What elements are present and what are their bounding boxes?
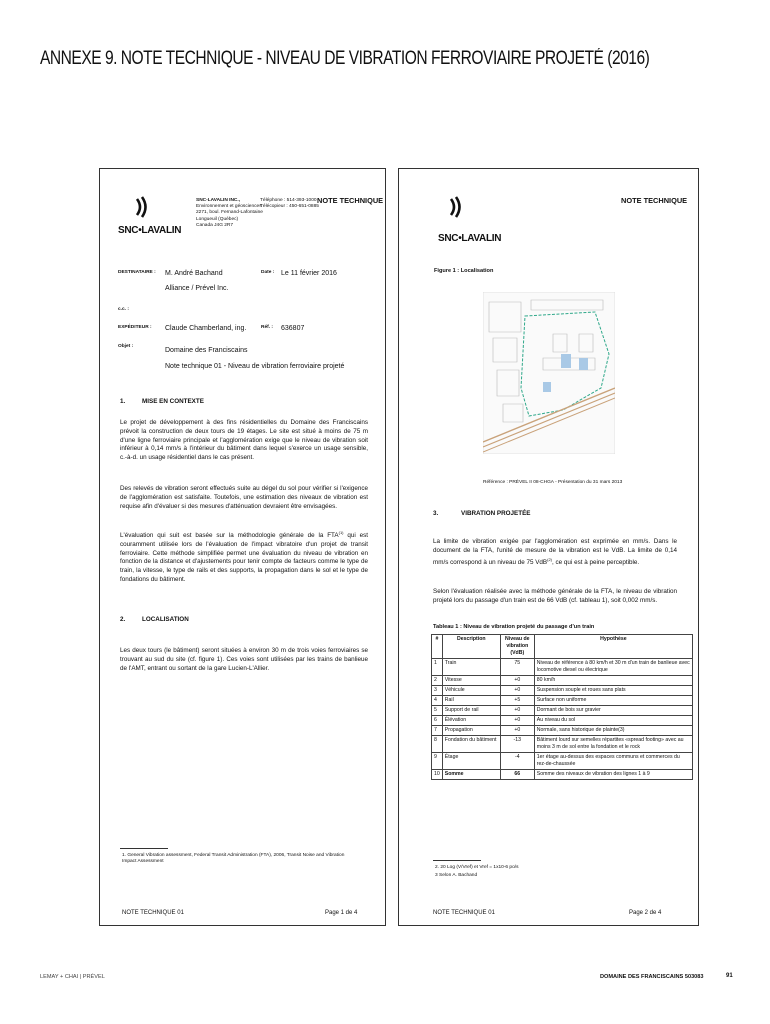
vibration-table bbox=[431, 634, 693, 780]
sender-label: EXPÉDITEUR : bbox=[118, 325, 152, 330]
technical-note-page-1 bbox=[99, 168, 386, 926]
reference-value: 636807 bbox=[281, 325, 305, 332]
footnote-3: 3 Selon A. Bachand bbox=[435, 873, 478, 878]
table-row: 6 Élévation +0 Au niveau du sol bbox=[432, 716, 693, 726]
table-row: 9 Étage -4 1er étage au-dessus des espaces communs et commerces du rez-de-chaussée bbox=[432, 753, 693, 770]
section-1-paragraph-2: Des relevés de vibration seront effectués suite au dégel du sol pour vérifier si l'exigence de l'agglomération est satisfaite. Toutefois, une estimation des niveaux de vibration est requise afin d'évaluer si des mesures d'atténuation devraient être envisagées. bbox=[120, 485, 368, 510]
technical-note-page-2 bbox=[398, 168, 699, 926]
snc-lavalin-logo-icon bbox=[449, 196, 465, 218]
section-3-title: VIBRATION PROJETÉE bbox=[461, 510, 531, 517]
page-1-footer-right: Page 1 de 4 bbox=[325, 910, 358, 916]
footnote-1: 1. General Vibration assessment, Federal Transit Administration (FTA), 2006, Transit Noise and Vibration Impact Assessment bbox=[122, 853, 345, 865]
company-address: SNC-LAVALIN INC., Environnement et géosciences 2271, boul. Fernand-Lafontaine Longueuil (Québec) Canada J4G 2R7 bbox=[196, 198, 263, 228]
reference-label: Réf. : bbox=[261, 325, 273, 330]
footnote-divider bbox=[433, 860, 481, 861]
figure-reference: Référence : PRÉVEL II 08-CHGA - Présentation du 31 mars 2013 bbox=[483, 480, 623, 485]
location-map-figure bbox=[483, 292, 615, 454]
subject-line-1: Domaine des Franciscains bbox=[165, 347, 248, 354]
document-type: NOTE TECHNIQUE bbox=[621, 196, 688, 205]
company-contact: Téléphone : 514-393-1000 Télécopieur : 450-651-0885 bbox=[260, 198, 319, 210]
section-3-number: 3. bbox=[433, 510, 439, 517]
table-title: Tableau 1 : Niveau de vibration projeté du passage d'un train bbox=[433, 624, 595, 630]
subject-line-2: Note technique 01 - Niveau de vibration ferroviaire projeté bbox=[165, 363, 345, 370]
section-1-title: MISE EN CONTEXTE bbox=[142, 398, 204, 405]
recipient-label: DESTINATAIRE : bbox=[118, 270, 156, 275]
section-3-paragraph-2: Selon l'évaluation réalisée avec la méthode générale de la FTA, le niveau de vibration projeté lors du passage d'un train est de 66 VdB (cf. tableau 1), soit 0,002 mm/s. bbox=[433, 588, 677, 604]
table-row: 7 Propagation +0 Normale, sans historique de plainte(3) bbox=[432, 726, 693, 736]
table-header: # bbox=[432, 635, 443, 659]
table-row-total: 10 Somme 66 Somme des niveaux de vibration des lignes 1 à 9 bbox=[432, 770, 693, 780]
date-value: Le 11 février 2016 bbox=[281, 270, 337, 277]
footnote-2: 2. 20 Log (V/Vref) et Vref = 1x10-6 po/s bbox=[435, 865, 519, 870]
date-label: Date : bbox=[261, 270, 275, 275]
table-header-row bbox=[432, 635, 693, 659]
section-1-paragraph-1: Le projet de développement à des fins résidentielles du Domaine des Franciscains prévoit la construction de deux tours de 19 étages. Le site est situé à moins de 75 m d'une ligne ferroviaire principale et l'agglomération exige que le niveau de vibration soit inférieur à 0,14 mm/s à l'intérieur du bâtiment dans lequel s'exerce un usage sensible, c.-à-d. un usage résidentiel dans le cas présent. bbox=[120, 419, 368, 462]
page-1-footer-left: NOTE TECHNIQUE 01 bbox=[122, 910, 184, 916]
document-type: NOTE TECHNIQUE bbox=[317, 196, 384, 205]
snc-lavalin-logo-icon bbox=[135, 196, 151, 218]
recipient-organization: Alliance / Prével Inc. bbox=[165, 285, 229, 292]
page-title: ANNEXE 9. NOTE TECHNIQUE - NIVEAU DE VIBRATION FERROVIAIRE PROJETÉ (2016) bbox=[40, 48, 650, 69]
section-1-paragraph-3: L'évaluation qui suit est basée sur la méthodologie générale de la FTA$^{(1)}$ qui est couramment utilisée lors de l'évaluation de l'impact vibratoire d'un projet de transit ferroviaire. Cette méthode simplifiée permet une évaluation du niveau de vibration en fonction de la distance et d'ajustements pour tenir compte de facteurs comme le type de train, la vitesse, le type de rails et des supports, la propagation dans le sol et le type de fondations du bâtiment. bbox=[120, 530, 368, 584]
figure-caption: Figure 1 : Localisation bbox=[434, 268, 494, 274]
page-2-footer-right: Page 2 de 4 bbox=[629, 910, 662, 916]
report-footer-left: LEMAY + CHAI | PRÉVEL bbox=[40, 974, 105, 980]
section-1-number: 1. bbox=[120, 398, 126, 405]
company-logo-text: SNC•LAVALIN bbox=[118, 225, 182, 236]
report-footer-right: DOMAINE DES FRANCISCAINS 503083 bbox=[600, 974, 704, 980]
table-row: 8 Fondation du bâtiment -13 Bâtiment lourd sur semelles répartites «spread footing» avec au moins 3 m de sol entre la fondation et le rock bbox=[432, 736, 693, 753]
table-row: 3 Véhicule +0 Suspension souple et roues sans plats bbox=[432, 686, 693, 696]
table-row: 4 Rail +5 Surface non uniforme bbox=[432, 696, 693, 706]
subject-label: Objet : bbox=[118, 344, 134, 349]
section-2-number: 2. bbox=[120, 616, 126, 623]
cc-label: c.c. : bbox=[118, 307, 129, 312]
page-2-footer-left: NOTE TECHNIQUE 01 bbox=[433, 910, 495, 916]
section-3-paragraph-1: La limite de vibration exigée par l'agglomération est exprimée en mm/s. Dans le document de la FTA, l'unité de mesure de la vibration est le VdB. La limite de 0,14 mm/s correspond à un niveau de 75 VdB$^{(2)}$, ce qui est à peine perceptible. bbox=[433, 538, 677, 566]
sender-name: Claude Chamberland, ing. bbox=[165, 325, 247, 332]
table-header: Description bbox=[442, 635, 500, 659]
recipient-name: M. André Bachand bbox=[165, 270, 223, 277]
table-header: Hypothèse bbox=[534, 635, 692, 659]
page-number: 91 bbox=[726, 973, 733, 979]
footnote-divider bbox=[120, 848, 168, 849]
table-row: 5 Support de rail +0 Dormant de bois sur gravier bbox=[432, 706, 693, 716]
company-logo-text: SNC•LAVALIN bbox=[438, 233, 502, 244]
table-row: 1 Train 75 Niveau de référence à 80 km/h et 30 m d'un train de banlieue avec locomotive diesel ou électrique bbox=[432, 659, 693, 676]
section-2-title: LOCALISATION bbox=[142, 616, 189, 623]
section-2-paragraph-1: Les deux tours (le bâtiment) seront situées à environ 30 m de trois voies ferroviaires se trouvant au sud du site (cf. figure 1). Ces voies sont utilisées par les trains de banlieue de l'AMT, entrant ou sortant de la gare Lucien-L'Allier. bbox=[120, 647, 368, 672]
table-row: 2 Vitesse +0 80 km/h bbox=[432, 676, 693, 686]
table-header: Niveau de vibration (VdB) bbox=[500, 635, 534, 659]
